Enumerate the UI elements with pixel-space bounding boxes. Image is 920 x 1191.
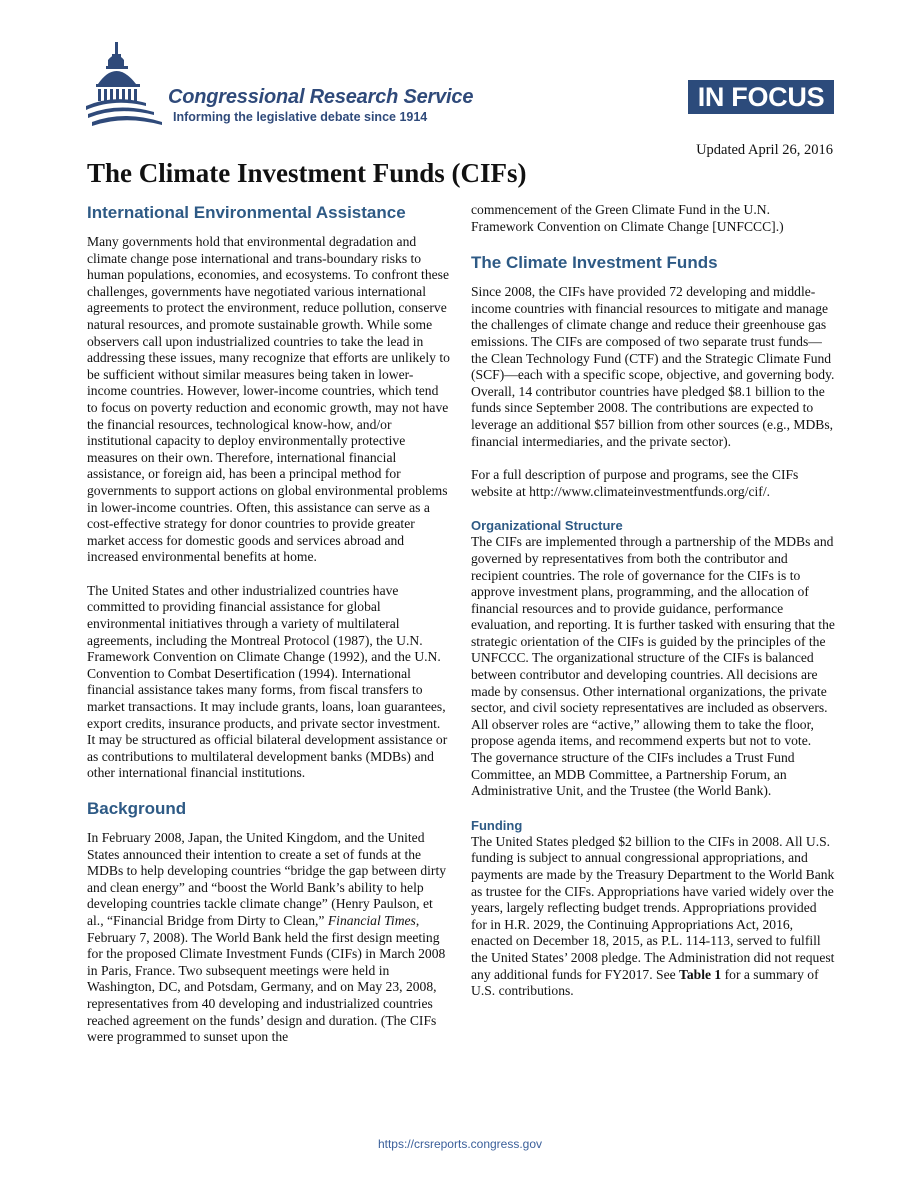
paragraph-assistance-forms: The United States and other industrialized countries have committed to providing financial assistance for global environmental initiatives through a variety of multilateral agreements, including the Montreal Protocol (1987), the U.N. Framework Convention on Climate Change (1992), and the U.N. Convention to Combat Desertification (1994). International financial assistance takes many forms, from fiscal transfers to market transactions. It may include grants, loans, loan guarantees, export credits, insurance products, and private sector investment. It may be structured as official bilateral development assistance or as contributions to multilateral development banks (MDBs) and other international financial institutions. — [87, 582, 448, 781]
left-column — [87, 202, 451, 1046]
paragraph-cifs-overview: Since 2008, the CIFs have provided 72 developing and middle-income countries with financial resources to mitigate and manage the challenges of climate change and reduce their greenhouse gas emissions. The CIFs are composed of two separate trust funds—the Clean Technology Fund (CTF) and the Strategic Climate Fund (SCF)—each with a specific scope, objective, and governing body. Overall, 14 contributor countries have pledged $8.1 billion to the funds since September 2008. The contributions are expected to leverage an additional $57 billion from other sources (e.g., MDBs, financial intermediaries, and the private sector). — [471, 284, 835, 449]
paragraph-assistance-intro: Many governments hold that environmental degradation and climate change pose international and trans-boundary risks to human populations, economies, and ecosystems. To confront these challenges, governments have negotiated various international agreements to protect the environment, reduce pollution, conserve natural resources, and promote sustainable growth. While some observers call upon industrialized countries to take the lead in addressing these issues, many recognize that efforts are unlikely to be sufficient without similar measures being taken in lower-income countries. However, lower-income countries, which tend to focus on poverty reduction and economic growth, may not have the financial resources, technological know-how, and/or institutional capacity to deploy environmentally protective measures on their own. Therefore, international financial assistance, or foreign aid, has been a principal method for governments to support actions on global environmental problems in lower-income countries. Often, this assistance can serve as a cost-effective strategy for donor countries to provide greater market access for domestic goods and services abroad and increased environmental benefits at home. — [87, 234, 450, 565]
section-heading-international-assistance: International Environmental Assistance — [87, 203, 406, 222]
paragraph-continued: commencement of the Green Climate Fund in the U.N. Framework Convention on Climate Change [UNFCCC].) — [471, 202, 784, 234]
capitol-dome-icon — [84, 40, 164, 128]
table-reference: Table 1 — [679, 966, 722, 982]
in-focus-badge: IN FOCUS — [688, 80, 834, 114]
citation-title: Financial Times — [327, 912, 416, 928]
paragraph-background: In February 2008, Japan, the United Kingdom, and the United States announced their intention to create a set of funds at the MDBs to help developing countries “bridge the gap between dirty and clean energy” and “boost the World Bank’s ability to help developing countries tackle climate change” (Henry Paulson, et al., “Financial Bridge from Dirty to Clean,” Financial Times, February 7, 2008). The World Bank held the first design meeting for the proposed Climate Investment Funds (CIFs) in March 2008 in Paris, France. Two subsequent meetings were held in Washington, DC, and Potsdam, Germany, and on May 23, 2008, representatives from 40 developing and industrialized countries reached agreement on the funds’ design and duration. (The CIFs were programmed to sunset upon the — [87, 830, 447, 1045]
section-heading-climate-investment-funds: The Climate Investment Funds — [471, 253, 718, 273]
paragraph-funding: The United States pledged $2 billion to the CIFs in 2008. All U.S. funding is subject to annual congressional appropriations, and payments are made by the Treasury Department to the World Bank as trustee for the CIFs. Appropriations have varied widely over the years, largely reflecting budget trends. Appropriations provided for in H.R. 2029, the Continuing Appropriations Act, 2016, enacted on December 18, 2015, as P.L. 114-113, served to fulfill the United States’ 2008 pledge. The Administration did not request any additional funds for FY2017. See Table 1 for a summary of U.S. contributions. — [471, 833, 835, 999]
subheading-funding: Funding — [471, 817, 523, 833]
paragraph-organizational-structure: The CIFs are implemented through a partnership of the MDBs and governed by representatives from both the contributor and recipient countries. The role of governance for the CIFs is to approve investment plans, programming, and the allocation of financial resources and to provide guidance, performance evaluation, and reporting. It is further tasked with ensuring that the strategic orientation of the CIFs is guided by the principles of the UNFCCC. The organizational structure of the CIFs is balanced between contributor and developing countries. All decisions are made by consensus. Other international organizations, the private sector, and civil society representatives are included as observers. All observer roles are “active,” allowing them to take the floor, propose agenda items, and recommend experts but not to vote. The governance structure of the CIFs includes a Trust Fund Committee, an MDB Committee, a Partnership Forum, an Administrative Unit, and the Trustee (the World Bank). — [471, 534, 835, 799]
updated-date: Updated April 26, 2016 — [696, 142, 833, 158]
page-header — [0, 0, 920, 158]
org-tagline: Informing the legislative debate since 1914 — [173, 110, 428, 124]
paragraph-cifs-website: For a full description of purpose and programs, see the CIFs website at http://www.climateinvestmentfunds.org/cif/. — [471, 467, 799, 499]
footer-url[interactable]: https://crsreports.congress.gov — [377, 1137, 543, 1151]
page-title: The Climate Investment Funds (CIFs) — [87, 158, 527, 188]
org-name: Congressional Research Service — [168, 86, 474, 108]
right-column — [471, 202, 835, 1000]
subheading-organizational-structure: Organizational Structure — [471, 518, 623, 534]
section-heading-background: Background — [87, 799, 187, 818]
